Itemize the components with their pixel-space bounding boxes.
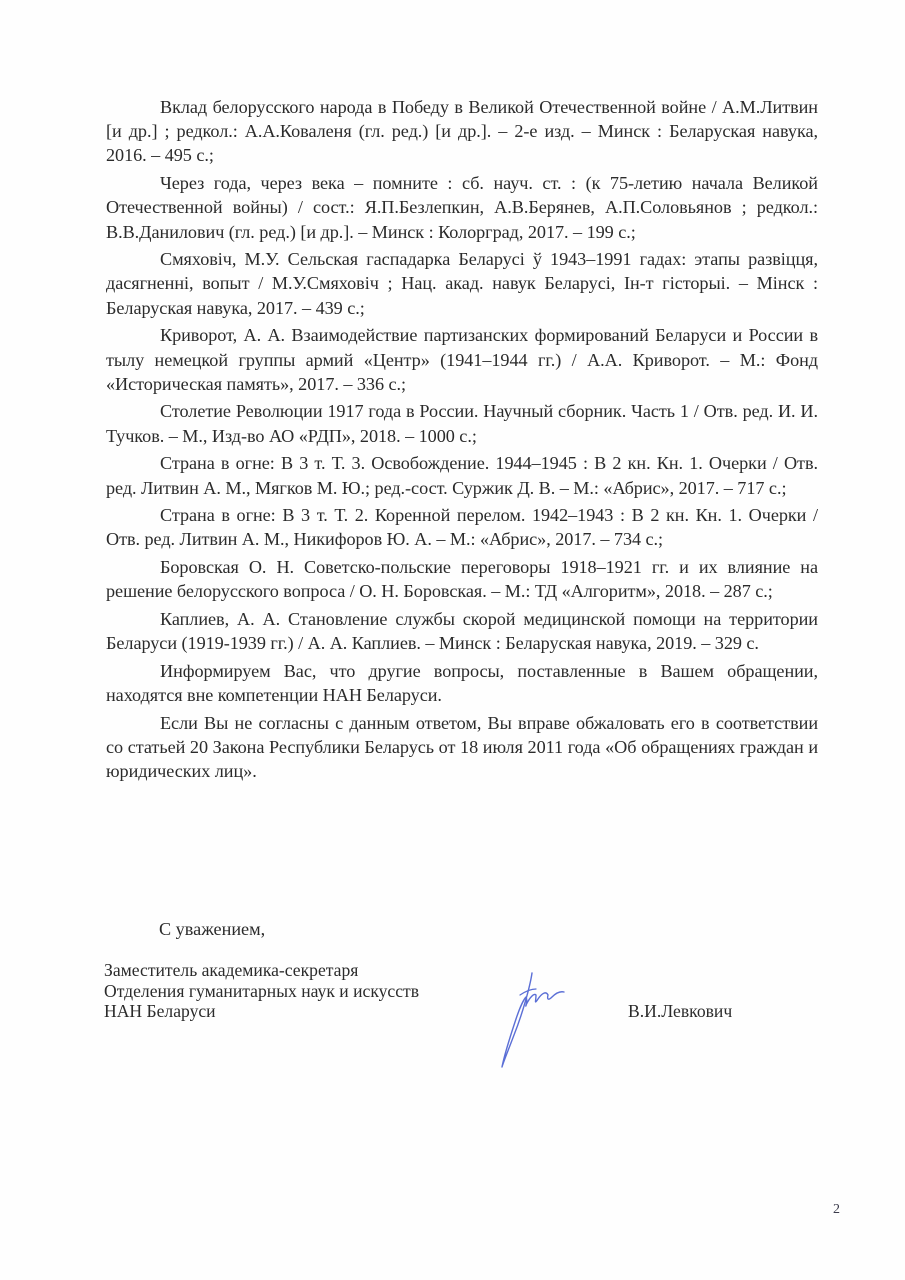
reference-entry: Через года, через века – помните : сб. науч. ст. : (к 75-летию начала Великой Отечественной войны) / сост.: Я.П.Безлепкин, А.В.Берянев, А.П.Соловьянов ; редкол.: В.В.Данилович (гл. ред.) [и др.]. – Минск : Колорград, 2017. – 199 с.; (106, 173, 818, 242)
signer-name: В.И.Левкович (628, 1001, 733, 1021)
signatory-title-line: Заместитель академика-секретаря (104, 960, 359, 980)
reference-entry: Столетие Революции 1917 года в России. Научный сборник. Часть 1 / Отв. ред. И. И. Тучков. – М., Изд-во АО «РДП», 2018. – 1000 с.; (106, 401, 818, 446)
reference-entry: Каплиев, А. А. Становление службы скорой медицинской помощи на территории Беларуси (1919-1939 гг.) / А. А. Каплиев. – Минск : Беларуская навука, 2019. – 329 с. (106, 609, 818, 654)
closing-salutation: С уважением, (159, 919, 266, 939)
reference-entry: Страна в огне: В 3 т. Т. 2. Коренной перелом. 1942–1943 : В 2 кн. Кн. 1. Очерки / Отв. ред. Литвин А. М., Никифоров Ю. А. – М.: «Абрис», 2017. – 734 с.; (106, 505, 818, 550)
letter-body (106, 95, 818, 787)
signatory-title-line: Отделения гуманитарных наук и искусств (104, 980, 420, 1001)
signatory-title-line: НАН Беларуси (104, 1001, 216, 1022)
reference-entry: Криворот, А. А. Взаимодействие партизанских формирований Беларуси и России в тылу немецкой группы армий «Центр» (1941–1944 гг.) / А.А. Криворот. – М.: Фонд «Историческая память», 2017. – 336 с.; (106, 325, 818, 394)
competence-notice: Информируем Вас, что другие вопросы, поставленные в Вашем обращении, находятся вне компетенции НАН Беларуси. (106, 660, 818, 706)
reference-entry: Смяховіч, М.У. Сельская гаспадарка Беларусі ў 1943–1991 гадах: этапы развіцця, дасягненні, вопыт / М.У.Смяховіч ; Нац. акад. навук Беларусі, Ін-т гісторыі. – Мінск : Беларуская навука, 2017. – 439 с.; (106, 249, 818, 318)
reference-entry: Вклад белорусского народа в Победу в Великой Отечественной войне / А.М.Литвин [и др.] ; редкол.: А.А.Коваленя (гл. ред.) [и др.]. – 2-е изд. – Минск : Беларуская навука, 2016. – 495 с.; (106, 97, 818, 166)
page-number: 2 (833, 1202, 840, 1217)
reference-entry: Страна в огне: В 3 т. Т. 3. Освобождение. 1944–1945 : В 2 кн. Кн. 1. Очерки / Отв. ред. Литвин А. М., Мягков М. Ю.; ред.-сост. Суржик Д. В. – М.: «Абрис», 2017. – 717 с.; (106, 453, 818, 498)
signatory-title (104, 960, 419, 1022)
appeal-notice: Если Вы не согласны с данным ответом, Вы вправе обжаловать его в соответствии со статьей 20 Закона Республики Беларусь от 18 июля 2011 года «Об обращениях граждан и юридических лиц». (106, 712, 818, 782)
handwritten-signature (470, 965, 600, 1070)
reference-entry: Боровская О. Н. Советско-польские переговоры 1918–1921 гг. и их влияние на решение белорусского вопроса / О. Н. Боровская. – М.: ТД «Алгоритм», 2018. – 287 с.; (106, 557, 818, 602)
